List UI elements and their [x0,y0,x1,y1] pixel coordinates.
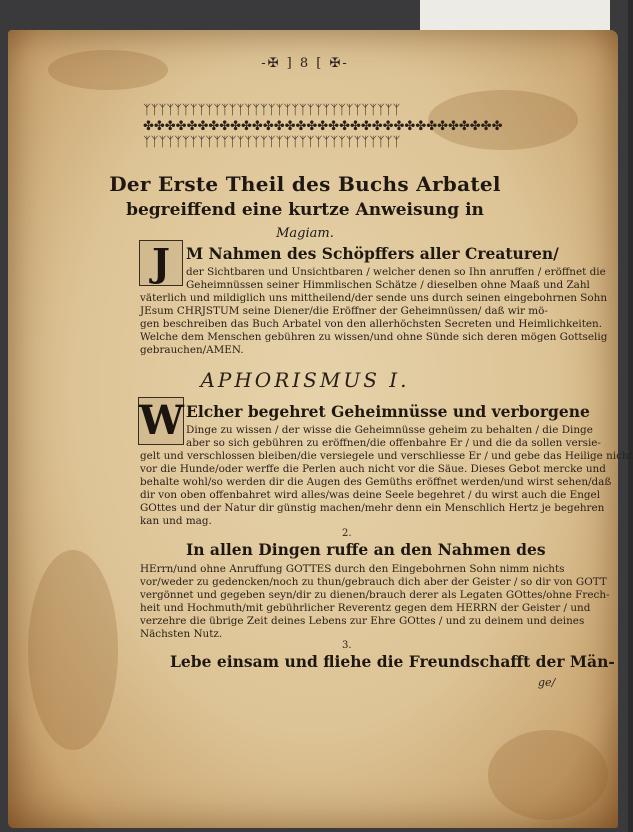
ornament-row: ᛉᛉᛉᛉᛉᛉᛉᛉᛉᛉᛉᛉᛉᛉᛉᛉᛉᛉᛉᛉᛉᛉᛉᛉᛉᛉᛉᛉᛉᛉᛉᛉᛉ [143,135,401,150]
text-line: GOttes und der Natur dir günstig machen/mehr denn ein Menschlich Hertz je begehren [140,502,605,514]
aphorism-number: 2. [342,528,352,539]
text-line: Dinge zu wissen / der wisse die Geheimnüsse geheim zu behalten / die Dinge [186,424,593,436]
text-line: gen beschreiben das Buch Arbatel von den allerhöchsten Secreten und Heimlichkeiten. [140,318,603,330]
title-line-3: Magiam. [276,226,334,241]
title-line-1: Der Erste Theil des Buchs Arbatel [109,172,501,196]
text-line: vergönnet und gegeben seyn/dir zu dienen/brauch derer als Legaten GOttes/ohne Frech- [140,589,610,601]
text-line: vor/weder zu gedencken/noch zu thun/gebrauch dich aber der Geister / so dir von GOTT [140,576,607,588]
text-line: gelt und verschlossen bleiben/die versiegele und verschliesse Er / und gebe das Heilige nicht [140,450,633,462]
text-line: Nächsten Nutz. [140,628,223,640]
aphorism-first-line: Elcher begehret Geheimnüsse und verborgene [186,402,590,421]
text-line: behalte wohl/so werden dir die Augen des Gemüths eröffnet werden/und wirst sehen/daß [140,476,612,488]
ornament-row: ᛉᛉᛉᛉᛉᛉᛉᛉᛉᛉᛉᛉᛉᛉᛉᛉᛉᛉᛉᛉᛉᛉᛉᛉᛉᛉᛉᛉᛉᛉᛉᛉᛉ [143,103,401,118]
drop-initial: J [139,240,183,286]
text-line: JEsum CHRJSTUM seine Diener/die Eröffner der Geheimnüssen/ daß wir mö- [140,305,548,317]
page-number: -✠ ] 8 [ ✠- [261,56,349,71]
text-line: aber so sich gebühren zu eröffnen/die offenbahre Er / und die da sollen versie- [186,437,601,449]
text-line: vor die Hunde/oder werffe die Perlen auch nicht vor die Säue. Dieses Gebot mercke und [140,463,606,475]
intro-first-line: M Nahmen des Schöpffers aller Creaturen/ [186,244,559,263]
ornament-row: ✤✤✤✤✤✤✤✤✤✤✤✤✤✤✤✤✤✤✤✤✤✤✤✤✤✤✤✤✤✤✤✤✤ [143,119,503,134]
aphorism-number: 3. [342,640,352,651]
text-line: gebrauchen/AMEN. [140,344,244,356]
text-line: HErrn/und ohne Anruffung GOTTES durch den Eingebohrnen Sohn nimm nichts [140,563,565,575]
stain [28,550,118,750]
catchword: ge/ [538,676,556,689]
text-line: Geheimnüssen seiner Himmlischen Schätze / dieselben ohne Maaß und Zahl [186,279,590,291]
text-line: Welche dem Menschen gebühren zu wissen/und ohne Sünde sich deren mögen Gottselig [140,331,608,343]
text-line: verzehre die übrige Zeit deines Lebens zur Ehre GOttes / und zu deinem und deines [140,615,585,627]
text-line: kan und mag. [140,515,212,527]
drop-initial: W [139,397,184,444]
aphorism-first-line: Lebe einsam und fliehe die Freundschafft der Män- [170,652,615,671]
text-line: heit und Hochmuth/mit gebührlicher Reverentz gegen dem HERRN der Geister / und [140,602,591,614]
aphorism-first-line: In allen Dingen ruffe an den Nahmen des [186,540,546,559]
aphorism-heading: APHORISMUS I. [200,368,410,392]
stain [488,730,608,820]
text-line: dir von oben offenbahret wird alles/was deine Seele begehret / du wirst auch die Engel [140,489,601,501]
text-line: der Sichtbaren und Unsichtbaren / welcher denen so Ihn anruffen / eröffnet die [186,266,606,278]
title-line-2: begreiffend eine kurtze Anweisung in [126,200,484,220]
text-line: väterlich und mildiglich uns mittheilend/der sende uns durch seinen eingebohrnen Sohn [140,292,608,304]
